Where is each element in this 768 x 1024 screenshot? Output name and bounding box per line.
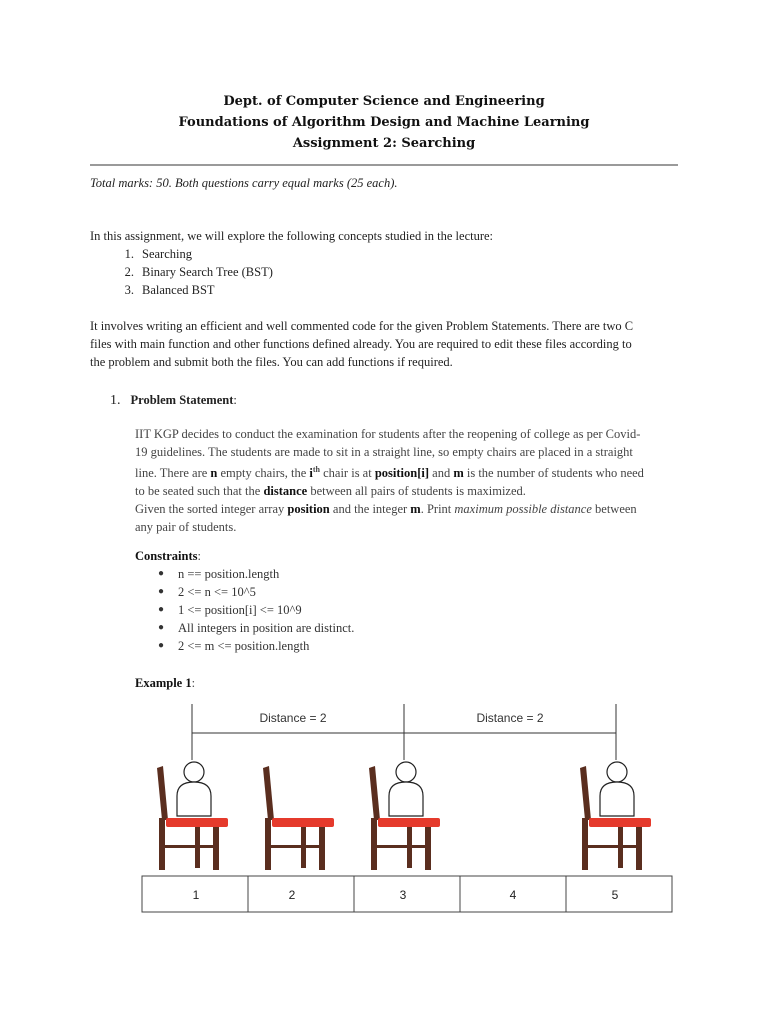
list-item: ● 2 <= m <= position.length bbox=[158, 639, 310, 653]
list-item: ● 1 <= position[i] <= 10^9 bbox=[158, 603, 302, 617]
problem-heading: 1. Problem Statement: bbox=[110, 393, 237, 408]
assignment-heading: Assignment 2: Searching bbox=[292, 136, 476, 151]
list-item: ● All integers in position are distinct. bbox=[158, 621, 355, 635]
header-divider bbox=[90, 164, 678, 166]
constraints-heading: Constraints: bbox=[135, 549, 201, 563]
position-cell: 5 bbox=[611, 888, 619, 902]
position-cell: 3 bbox=[399, 888, 407, 902]
list-item: 1. Searching bbox=[124, 247, 192, 261]
dept-heading: Dept. of Computer Science and Engineering bbox=[223, 94, 545, 109]
position-table bbox=[142, 876, 672, 912]
distance-label: Distance = 2 bbox=[259, 711, 327, 725]
chairs-group bbox=[157, 762, 651, 870]
instructions: It involves writing an efficient and well commented code for the given Problem Statements. There are two C files with main function and other functions defined already. You are required to edit these files according to the problem and submit both the files. You can add functions if required. bbox=[90, 319, 634, 369]
list-item: 2. Binary Search Tree (BST) bbox=[124, 265, 273, 279]
student-icon bbox=[177, 762, 211, 816]
marks-note: Total marks: 50. Both questions carry equal marks (25 each). bbox=[90, 176, 398, 190]
chair-icon bbox=[263, 766, 334, 870]
position-cell: 2 bbox=[288, 888, 296, 902]
position-table-border bbox=[142, 876, 672, 912]
constraints-list bbox=[158, 565, 354, 655]
course-heading: Foundations of Algorithm Design and Machine Learning bbox=[178, 115, 590, 130]
list-item: 3. Balanced BST bbox=[124, 283, 215, 297]
concept-list bbox=[110, 245, 273, 299]
list-item: ● 2 <= n <= 10^5 bbox=[158, 585, 256, 599]
distance-label: Distance = 2 bbox=[476, 711, 544, 725]
position-cell: 1 bbox=[192, 888, 200, 902]
problem-statement: IIT KGP decides to conduct the examination for students after the reopening of college as per Covid- 19 guidelines. The students are made to sit in a straight line, so empty chairs are placed in a straight line. There are n empty chairs, the $i^{th}$ chair is at position[i] and m is the number of students who need to be seated such that the distance between all pairs of students is maximized. Given the sorted integer array position and the integer m. Print maximum possible distance between any pair of students. bbox=[135, 427, 644, 535]
intro-text: In this assignment, we will explore the following concepts studied in the lecture: bbox=[90, 229, 494, 243]
position-cell: 4 bbox=[509, 888, 517, 902]
student-icon bbox=[600, 762, 634, 816]
example-heading: Example 1: bbox=[135, 676, 196, 690]
student-icon bbox=[389, 762, 423, 816]
example-diagram bbox=[0, 700, 768, 940]
list-item: ● n == position.length bbox=[158, 567, 280, 581]
